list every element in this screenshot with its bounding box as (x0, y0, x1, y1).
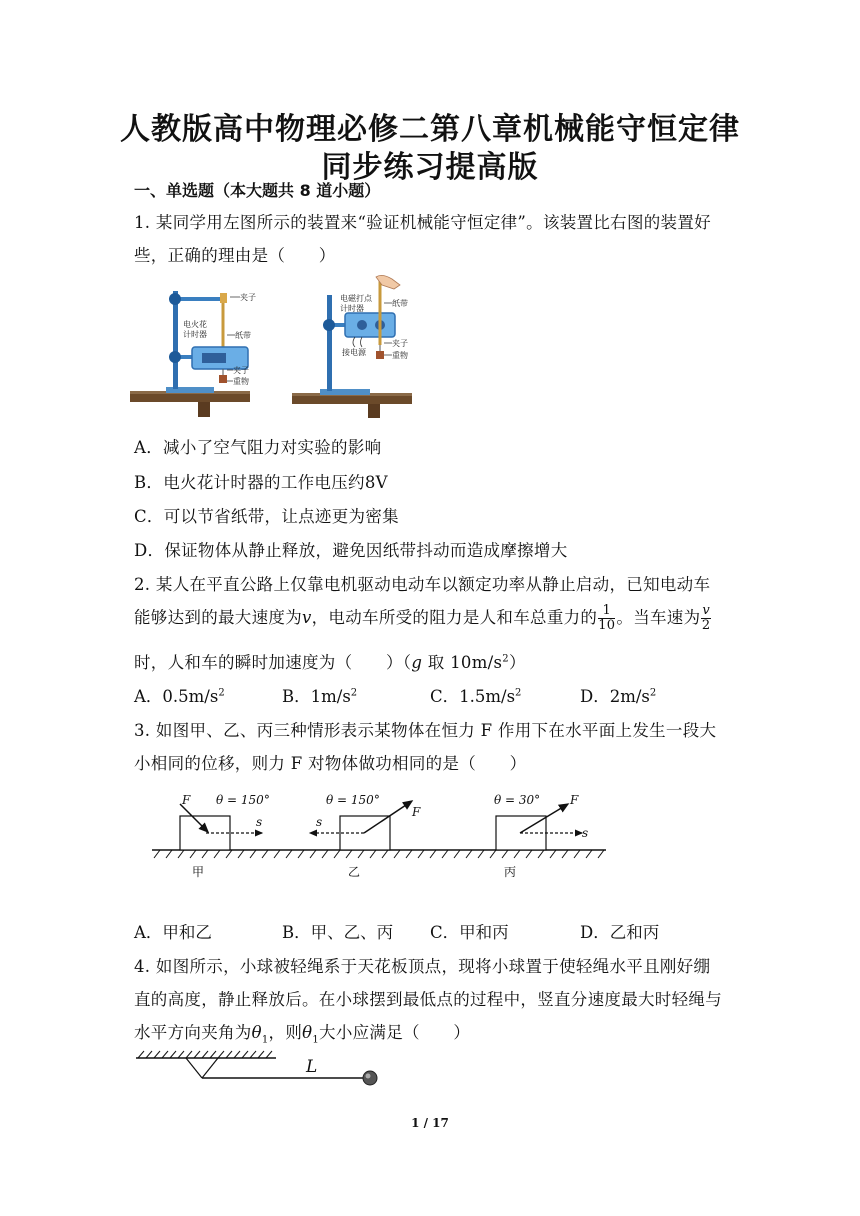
q2-stem-line2 (134, 604, 712, 633)
q1-stem-line1: 1. 某同学用左图所示的装置来“验证机械能守恒定律”。该装置比右图的装置好 (134, 213, 711, 232)
q1-option-a: A．减小了空气阻力对实验的影响 (134, 438, 382, 457)
label-theta-jia: θ = 150° (216, 793, 270, 807)
frac2-numerator: v (702, 603, 711, 618)
label-theta-bing: θ = 30° (494, 793, 541, 807)
q2-text-b: ，电动车所受的阻力是人和车总重力的 (311, 608, 598, 627)
case-jia (180, 804, 262, 850)
q2-var-g: g (411, 653, 423, 672)
q1-option-c: C．可以节省纸带，让点迹更为密集 (134, 507, 399, 526)
q4-stem-line2: 直的高度，静止释放后。在小球摆到最低点的过程中，竖直分速度最大时轻绳与 (134, 990, 722, 1009)
label-right-weight: 重物 (392, 351, 408, 360)
label-left-timer-2: 计时器 (183, 330, 207, 339)
label-left-weight: 重物 (233, 377, 249, 386)
frac1-numerator: 1 (598, 604, 615, 619)
page-number: 1 / 17 (411, 1116, 449, 1130)
q2-option-c: C．$1.5m/s^2$ (430, 687, 522, 706)
label-s-jia: s (256, 815, 263, 829)
frac2-denominator: 2 (701, 618, 711, 633)
label-left-timer-1: 电火花 (183, 320, 207, 329)
q2-text-c: 。当车速为 (616, 608, 701, 627)
label-F-jia: F (182, 793, 191, 807)
doc-title-line1: 人教版高中物理必修二第八章机械能守恒定律 (120, 112, 740, 147)
section-heading: 一、单选题（本大题共 8 道小题） (134, 181, 381, 200)
q4-line3-c: 大小应满足（ ） (319, 1023, 471, 1042)
q3-force-figure (150, 790, 610, 885)
q1-option-b: B．电火花计时器的工作电压约8V (134, 473, 388, 492)
q4-pendulum-figure (134, 1050, 384, 1092)
left-apparatus (130, 291, 250, 417)
q1-apparatus-figure (130, 275, 430, 420)
q2-option-a: A．$0.5m/s^2$ (134, 687, 225, 706)
q2-fraction-1-10 (598, 604, 615, 633)
label-F-bing: F (570, 793, 579, 807)
q4-theta-2: θ (302, 1023, 313, 1042)
q2-text-a: 能够达到的最大速度为 (134, 608, 302, 627)
q4-stem-line1: 4. 如图所示，小球被轻绳系于天花板顶点，现将小球置于使轻绳水平且刚好绷 (134, 957, 711, 976)
q2-fraction-v-2 (701, 604, 711, 633)
label-left-clip-top: 夹子 (240, 293, 256, 302)
label-s-bing: s (582, 826, 589, 840)
label-right-timer-1: 电磁打点 (340, 294, 372, 303)
q2-line3-c: ） (508, 653, 526, 672)
doc-title-line2: 同步练习提高版 (321, 150, 539, 185)
q2-line3-b: 取 10m/s (422, 653, 503, 672)
frac1-denominator: 10 (598, 618, 616, 633)
label-F-yi: F (412, 805, 421, 819)
q3-stem-line2: 小相同的位移，则力 F 对物体做功相同的是（ ） (134, 754, 527, 773)
q4-stem-line3 (134, 1019, 470, 1045)
q3-option-b: B．甲、乙、丙 (282, 923, 394, 942)
label-right-clip: 夹子 (392, 339, 408, 348)
case-bing (496, 804, 582, 850)
label-theta-yi: θ = 150° (326, 793, 380, 807)
q4-theta-sub-2: 1 (312, 1034, 320, 1046)
q4-theta-sub: 1 (261, 1034, 269, 1046)
q4-theta: θ (251, 1023, 262, 1042)
q3-option-a: A．甲和乙 (134, 923, 212, 942)
q3-option-c: C．甲和丙 (430, 923, 509, 942)
q3-stem-line1: 3. 如图甲、乙、丙三种情形表示某物体在恒力 F 作用下在水平面上发生一段大 (134, 721, 717, 740)
label-right-tape: 纸带 (392, 299, 408, 308)
q2-stem-line1: 2. 某人在平直公路上仅靠电机驱动电动车以额定功率从静止启动，已知电动车 (134, 575, 711, 594)
q2-var-v: v (302, 608, 312, 627)
label-right-power: 接电源 (342, 348, 366, 357)
q3-option-d: D．乙和丙 (580, 923, 660, 942)
label-bing: 丙 (504, 865, 517, 879)
q1-stem-line2: 些，正确的理由是（ ） (134, 246, 336, 265)
q1-option-d: D．保证物体从静止释放，避免因纸带抖动而造成摩擦增大 (134, 541, 568, 560)
label-left-clip-bottom: 夹子 (233, 366, 249, 375)
q2-stem-line3 (134, 649, 526, 673)
label-yi: 乙 (348, 865, 361, 879)
q4-line3-a: 水平方向夹角为 (134, 1023, 252, 1042)
q4-line3-b: ，则 (268, 1023, 303, 1042)
case-yi (310, 801, 412, 850)
q2-line3-sup: 2 (502, 653, 509, 665)
label-L: L (306, 1057, 318, 1077)
q2-option-d: D．$2m/s^2$ (580, 687, 657, 706)
label-s-yi: s (316, 815, 323, 829)
label-right-timer-2: 计时器 (340, 304, 364, 313)
label-left-tape: 纸带 (235, 331, 251, 340)
q2-line3-a: 时，人和车的瞬时加速度为（ ）（ (134, 653, 412, 672)
q2-option-b: B．$1m/s^2$ (282, 687, 358, 706)
label-jia: 甲 (192, 865, 205, 879)
